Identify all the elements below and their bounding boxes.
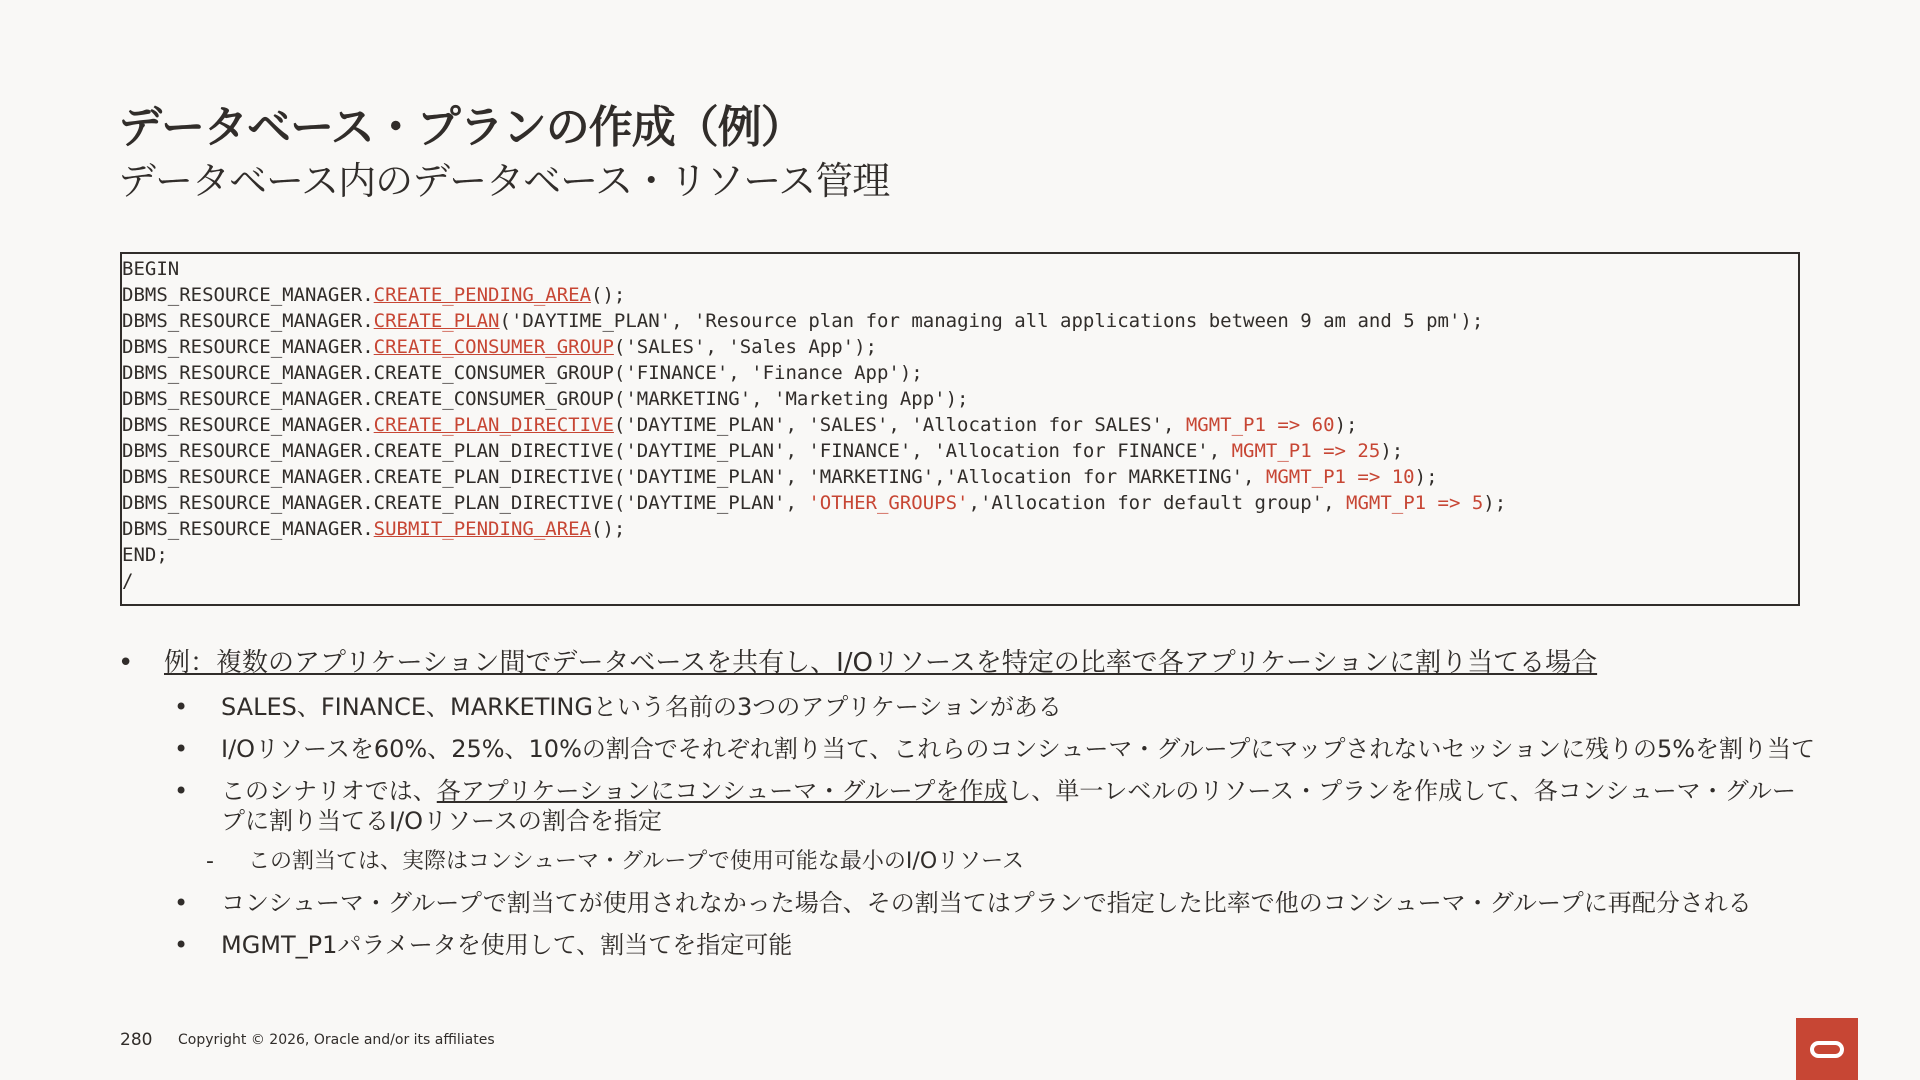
page-number: 280: [120, 1030, 153, 1050]
slide-title: データベース・プランの作成（例）: [118, 102, 804, 153]
bullet-text-underlined: 各アプリケーションにコンシューマ・グループを作成: [436, 777, 1008, 805]
copyright: Copyright © 2026, Oracle and/or its affiliates: [178, 1032, 495, 1048]
code-text: DBMS_RESOURCE_MANAGER.CREATE_PLAN_DIRECTIVE('DAYTIME_PLAN', 'FINANCE', 'Allocation for FINANCE',: [122, 440, 1232, 462]
bullet-main-text: 例：複数のアプリケーション間でデータベースを共有し、I/Oリソースを特定の比率で各アプリケーションに割り当てる場合: [164, 648, 1598, 678]
bullet-sub-sub: [118, 848, 1818, 876]
code-line: [122, 360, 1798, 386]
bullet-dot: •: [174, 931, 189, 959]
bullet-dash: -: [206, 849, 214, 874]
bullet-list: [118, 640, 1818, 972]
code-text: DBMS_RESOURCE_MANAGER.: [122, 310, 374, 332]
code-keyword: SUBMIT_PENDING_AREA: [373, 518, 592, 540]
slide-subtitle: データベース内のデータベース・リソース管理: [118, 159, 890, 203]
code-keyword: MGMT_P1 => 60: [1185, 414, 1335, 436]
code-text: );: [1380, 440, 1404, 462]
code-keyword: CREATE_PLAN_DIRECTIVE: [373, 414, 614, 436]
bullet-text: し、単一レベルのリソース・プランを作成して、各コンシューマ・グループに割り当てるI/Oリソースの割合を指定: [221, 777, 1796, 835]
code-text: DBMS_RESOURCE_MANAGER.: [122, 336, 374, 358]
code-block: [120, 252, 1800, 606]
code-keyword: CREATE_CONSUMER_GROUP: [373, 336, 614, 358]
bullet-text: I/Oリソースを60%、25%、10%の割合でそれぞれ割り当て、これらのコンシューマ・グループにマップされないセッションに残りの5%を割り当て: [221, 735, 1816, 763]
code-line: [122, 490, 1798, 516]
code-text: ('SALES', 'Sales App');: [613, 336, 877, 358]
bullet-dot: •: [174, 693, 189, 721]
code-text: DBMS_RESOURCE_MANAGER.CREATE_PLAN_DIRECTIVE('DAYTIME_PLAN', 'MARKETING','Allocation for MARKETING',: [122, 466, 1266, 488]
code-line: [122, 542, 1798, 568]
bullet-text: このシナリオでは、: [221, 777, 437, 805]
code-line: [122, 282, 1798, 308]
code-text: ,'Allocation for default group',: [968, 492, 1346, 514]
code-keyword: MGMT_P1 => 5: [1346, 492, 1484, 514]
code-keyword: CREATE_PLAN: [373, 310, 500, 332]
code-text: DBMS_RESOURCE_MANAGER.CREATE_CONSUMER_GROUP('FINANCE', 'Finance App');: [122, 362, 923, 384]
bullet-main: [118, 646, 1818, 680]
code-text: );: [1483, 492, 1507, 514]
code-text: ('DAYTIME_PLAN', 'SALES', 'Allocation for SALES',: [613, 414, 1186, 436]
code-text: ();: [591, 284, 626, 306]
code-line: [122, 438, 1798, 464]
code-text: );: [1414, 466, 1438, 488]
bullet-sub: [118, 776, 1818, 836]
code-keyword: MGMT_P1 => 25: [1231, 440, 1381, 462]
code-line: [122, 464, 1798, 490]
code-text: END;: [122, 544, 168, 566]
oracle-ring-icon: [1810, 1041, 1844, 1058]
bullet-text: MGMT_P1パラメータを使用して、割当てを指定可能: [221, 931, 793, 959]
code-line: [122, 412, 1798, 438]
code-line: [122, 256, 1798, 282]
bullet-sub: [118, 930, 1818, 960]
code-text: /: [122, 570, 134, 592]
code-text: ('DAYTIME_PLAN', 'Resource plan for managing all applications between 9 am and 5 pm');: [499, 310, 1484, 332]
bullet-text: コンシューマ・グループで割当てが使用されなかった場合、その割当てはプランで指定した比率で他のコンシューマ・グループに再配分される: [221, 889, 1752, 917]
code-text: DBMS_RESOURCE_MANAGER.CREATE_CONSUMER_GROUP('MARKETING', 'Marketing App');: [122, 388, 969, 410]
bullet-sub: [118, 692, 1818, 722]
code-line: [122, 386, 1798, 412]
code-keyword: CREATE_PENDING_AREA: [373, 284, 592, 306]
bullet-text: SALES、FINANCE、MARKETINGという名前の3つのアプリケーションがある: [221, 693, 1062, 721]
code-text: DBMS_RESOURCE_MANAGER.CREATE_PLAN_DIRECTIVE('DAYTIME_PLAN',: [122, 492, 809, 514]
code-text: ();: [591, 518, 626, 540]
bullet-sub: [118, 734, 1818, 764]
code-line: [122, 516, 1798, 542]
code-text: );: [1334, 414, 1358, 436]
code-text: BEGIN: [122, 258, 180, 280]
oracle-logo-icon: [1796, 1018, 1858, 1080]
bullet-text: この割当ては、実際はコンシューマ・グループで使用可能な最小のI/Oリソース: [248, 849, 1025, 874]
code-text: DBMS_RESOURCE_MANAGER.: [122, 518, 374, 540]
code-line: [122, 568, 1798, 594]
bullet-sub: [118, 888, 1818, 918]
code-line: [122, 308, 1798, 334]
bullet-dot: •: [174, 735, 189, 763]
code-text: DBMS_RESOURCE_MANAGER.: [122, 284, 374, 306]
code-keyword: 'OTHER_GROUPS': [808, 492, 969, 514]
code-line: [122, 334, 1798, 360]
bullet-dot: •: [174, 889, 189, 917]
code-text: DBMS_RESOURCE_MANAGER.: [122, 414, 374, 436]
code-keyword: MGMT_P1 => 10: [1265, 466, 1415, 488]
bullet-dot: •: [174, 777, 189, 805]
